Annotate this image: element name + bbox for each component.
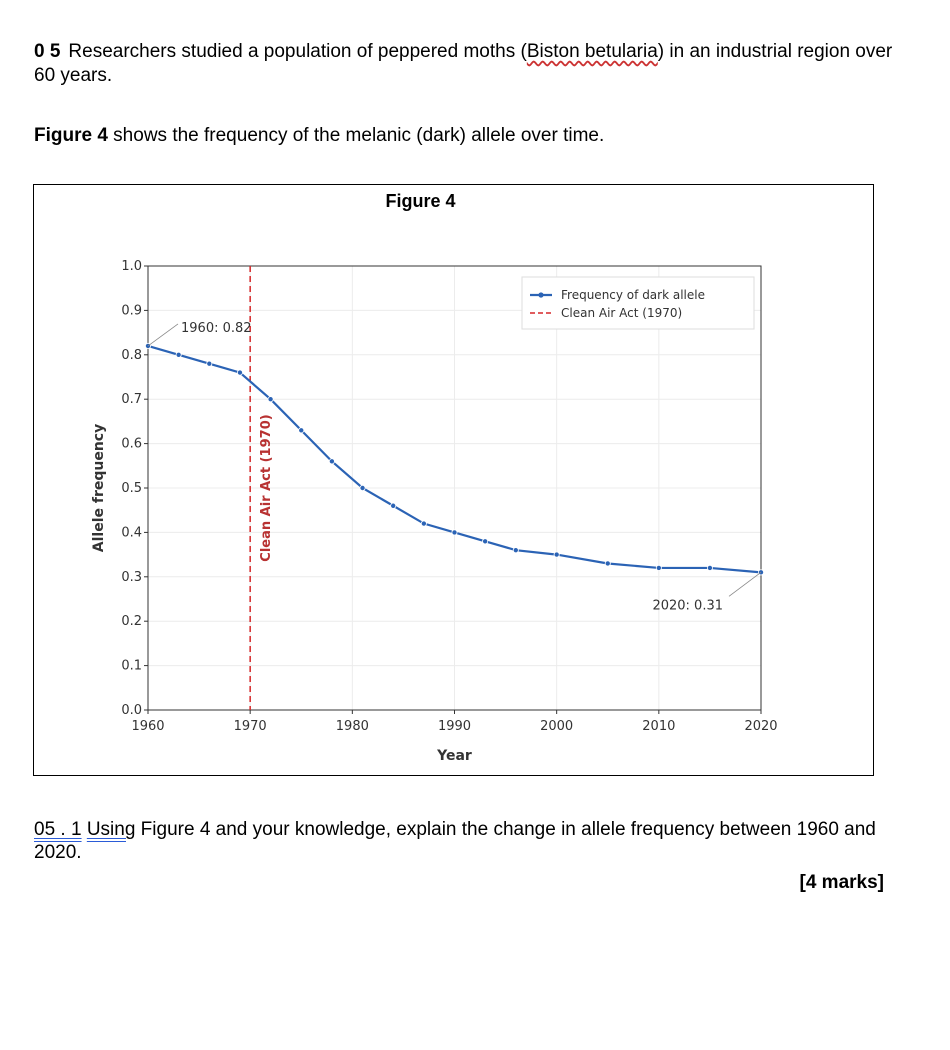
annotation-1960: 1960: 0.82 [181,320,252,336]
annotation-leader-2020 [729,572,761,596]
data-point [605,561,610,566]
legend [522,277,754,329]
y-tick-label: 0.2 [121,614,142,630]
part-number: 05 . 1 [34,819,82,840]
x-tick-label: 1960 [131,719,165,734]
y-tick-label: 0.7 [121,392,142,408]
y-tick-label: 0.9 [121,303,142,319]
annotation-2020: 2020: 0.31 [652,598,723,614]
figure-ref: Figure 4 [34,125,108,146]
annotation-leader-1960 [148,324,178,346]
intro-text-2: ) in an industrial region over 60 years. [34,41,893,86]
legend-series-marker [538,292,543,297]
data-point [237,370,242,375]
x-tick-label: 1980 [335,719,369,734]
part-underlined-word: Using [86,819,136,840]
x-tick-label: 2010 [642,719,676,734]
data-point [176,352,181,357]
data-point [707,565,712,570]
marks-label: [4 marks] [799,872,884,893]
y-axis-label: Allele frequency [91,423,107,553]
legend-series-label: Frequency of dark allele [561,288,705,302]
figure-title: Figure 4 [385,191,456,211]
y-tick-label: 0.5 [121,481,142,496]
y-tick-label: 0.1 [121,658,142,674]
x-tick-label: 2000 [540,719,574,734]
y-tick-label: 0.4 [121,525,142,541]
clean-air-act-label: Clean Air Act (1970) [259,414,275,562]
data-point [268,397,273,402]
data-point [513,548,518,553]
legend-reference-label: Clean Air Act (1970) [561,306,683,320]
question-part [34,818,894,864]
x-tick-label: 1990 [437,719,472,734]
x-tick-label: 2020 [744,719,778,734]
question-number: 0 5 [34,41,61,62]
y-tick-label: 1.0 [121,259,142,274]
y-tick-label: 0.8 [121,347,142,363]
data-point [329,459,334,464]
data-point [554,552,559,557]
data-point [391,503,396,508]
legend-box [522,277,754,329]
x-tick-label: 1970 [233,719,267,734]
part-text: Figure 4 and your knowledge, explain the change in allele frequency between 1960 and 2020. [34,819,876,863]
data-point [452,530,457,535]
y-tick-label: 0.0 [121,703,142,718]
data-point [207,361,212,366]
y-tick-label: 0.3 [121,569,142,585]
species-name: Biston betularia [526,41,658,62]
data-point [299,428,304,433]
data-point [483,539,488,544]
y-tick-label: 0.6 [121,436,142,452]
intro-text-1: Researchers studied a population of peppered moths ( [68,41,527,62]
x-axis-label: Year [437,748,472,764]
data-point [656,565,661,570]
figure-desc-text: shows the frequency of the melanic (dark) allele over time. [107,125,605,146]
data-point [421,521,426,526]
data-point [360,485,365,490]
